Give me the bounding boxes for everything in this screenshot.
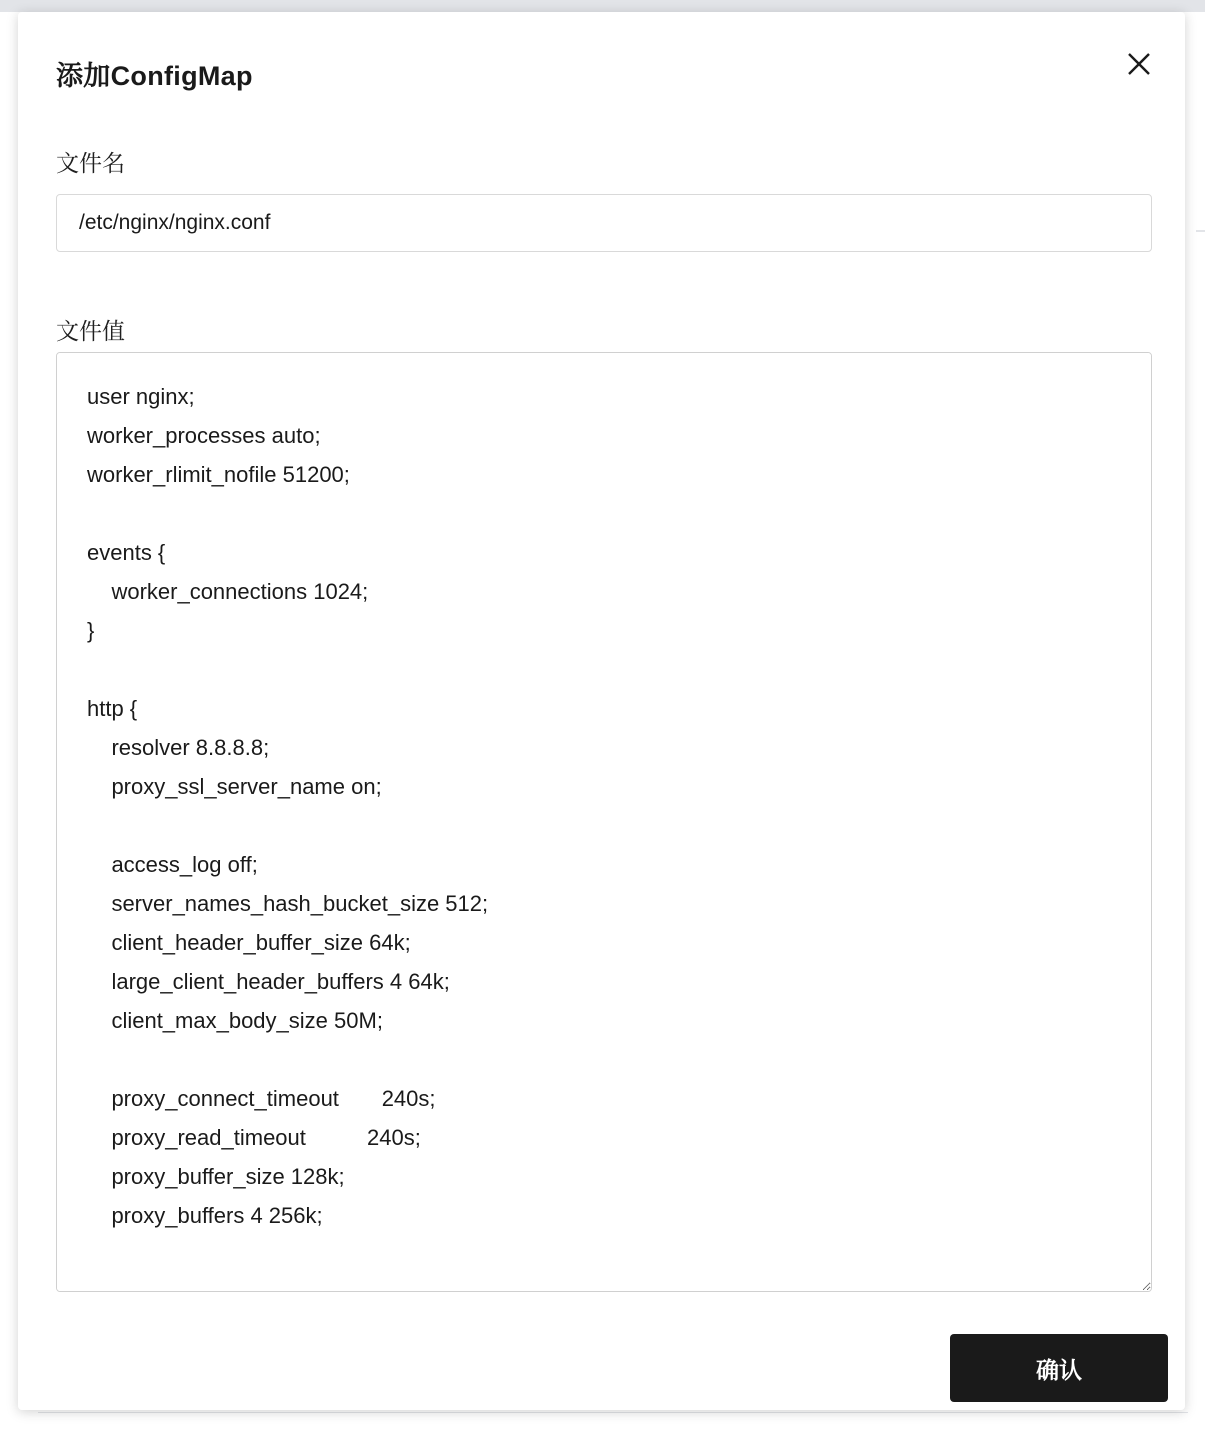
- close-icon[interactable]: [1117, 42, 1161, 86]
- filevalue-field: [56, 352, 1152, 1292]
- add-configmap-dialog: [18, 12, 1185, 1410]
- backdrop-divider: [1196, 230, 1205, 232]
- filename-label: 文件名: [56, 150, 125, 176]
- dialog-title: 添加ConfigMap: [56, 61, 253, 91]
- confirm-button[interactable]: 确认: [950, 1334, 1168, 1402]
- backdrop-edge-top: [0, 0, 1205, 12]
- filevalue-label: 文件值: [56, 318, 125, 344]
- filename-input[interactable]: [56, 194, 1152, 252]
- backdrop-divider-bottom: [38, 1412, 1188, 1413]
- filevalue-textarea[interactable]: [56, 352, 1152, 1292]
